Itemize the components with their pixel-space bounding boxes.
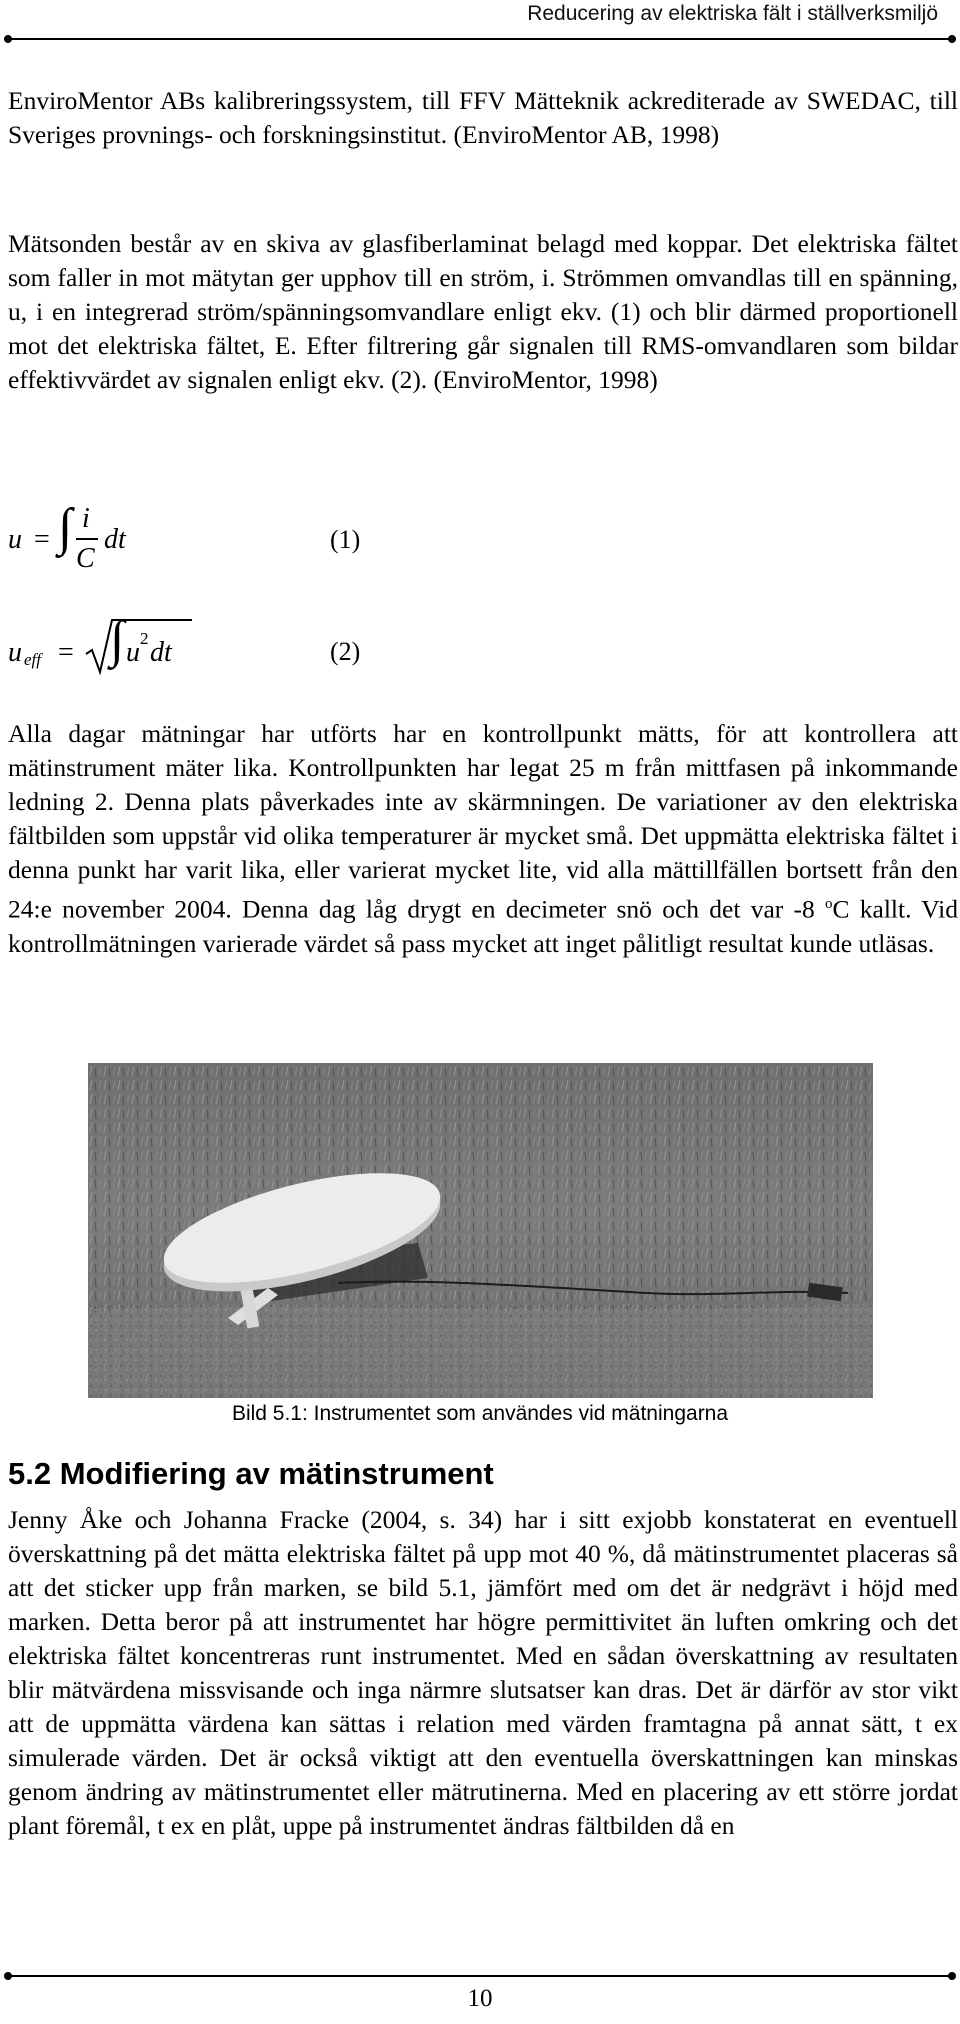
eq1-number: (1) (330, 525, 361, 554)
instrument-photo (88, 1063, 873, 1398)
header-rule-dot-left (4, 35, 12, 43)
eq2-number: (2) (330, 637, 361, 666)
footer-rule-dot-right (948, 1972, 956, 1980)
footer-rule-dot-left (4, 1972, 12, 1980)
paragraph-calibration: EnviroMentor ABs kalibreringssystem, till FFV Mätteknik ackrediterade av SWEDAC, till Sveriges provnings- och forskningsinstitut. (EnviroMentor AB, 1998) (8, 86, 958, 149)
eq2-exponent: 2 (140, 629, 149, 648)
eq2-differential: dt (150, 637, 172, 668)
running-header: Reducering av elektriska fält i ställverksmiljö (527, 2, 938, 25)
figure-caption: Bild 5.1: Instrumentet som användes vid mätningarna (231, 1402, 729, 1425)
paragraph-control-point-part-2: C kallt. Vid kontrollmätningen varierade värdet så pass mycket att inget pålitligt resultat kunde utläsas. (8, 894, 958, 958)
footer-rule (8, 1975, 952, 1977)
section-heading: 5.2 Modifiering av mätinstrument (8, 1456, 494, 1491)
eq2-lhs: u (8, 637, 22, 668)
eq1-equals: = (34, 524, 50, 555)
eq2-integral-sign: ∫ (110, 611, 125, 668)
eq2-equals: = (58, 637, 74, 668)
paragraph-control-point-part-1: Alla dagar mätningar har utförts har en kontrollpunkt mätts, för att kontrollera att mätinstrument mäter lika. Kontrollpunkten har legat 25 m från mittfasen på inkommande ledning 2. Denna plats påverkades inte av skärmningen. De variationer av den elektriska fältbilden som uppstår vid olika temperaturer är mycket små. Det uppmätta elektriska fältet i denna punkt har varit lika, eller varierat mycket lite, vid alla mättillfällen bortsett från den 24:e november 2004. Denna dag låg drygt en decimeter snö och det var -8 (8, 719, 958, 924)
eq1-numerator: i (82, 503, 90, 534)
header-rule-dot-right (948, 35, 956, 43)
eq1-differential: dt (104, 524, 126, 555)
paragraph-probe-description: Mätsonden består av en skiva av glasfiberlaminat belagd med koppar. Det elektriska fältet som faller in mot mätytan ger upphov till en ström, i. Strömmen omvandlas till en spänning, u, i en integrerad ström/spänningsomvandlare enligt ekv. (1) och blir därmed proportionell mot det elektriska fältet, E. Efter filtrering går signalen till RMS-omvandlaren som bildar effektivvärdet av signalen enligt ekv. (2). (EnviroMentor, 1998) (8, 229, 958, 394)
paragraph-control-point (8, 717, 958, 961)
eq1-denominator: C (76, 543, 95, 574)
header-rule (8, 38, 952, 40)
page-number: 10 (467, 1985, 493, 2012)
paragraph-overestimation: Jenny Åke och Johanna Fracke (2004, s. 34) har i sitt exjobb konstaterat en eventuell överskattning på det mätta elektriska fältet på upp mot 40 %, då mätinstrumentet placeras så att det sticker upp från marken, se bild 5.1, jämfört med om det är nedgrävt i höjd med marken. Detta beror på att instrumentet har högre permittivitet än luften omkring och det elektriska fältet koncentreras runt instrumentet. Med en sådan överskattning av resultaten blir mätvärdena missvisande och inga närmre slutsatser kan dras. Det är därför av stor vikt att de uppmätta värdena kan sättas i relation med värden framtagna på annat sätt, t ex simulerade värden. Det är också viktigt att den eventuella överskattningen kan minskas genom ändring av mätinstrumentet eller mätrutinerna. Med en placering av ett större jordat plant föremål, t ex en plåt, uppe på instrumentet ändras fältbilden då en (8, 1505, 958, 1840)
eq1-lhs: u (8, 524, 22, 555)
instrument-photo-image (88, 1063, 873, 1398)
degree-superscript: o (825, 896, 833, 912)
eq1-fraction-bar (76, 538, 98, 540)
eq2-body: u (126, 637, 140, 668)
eq1-integral-sign: ∫ (58, 499, 73, 556)
eq2-lhs-subscript: eff (24, 650, 41, 669)
